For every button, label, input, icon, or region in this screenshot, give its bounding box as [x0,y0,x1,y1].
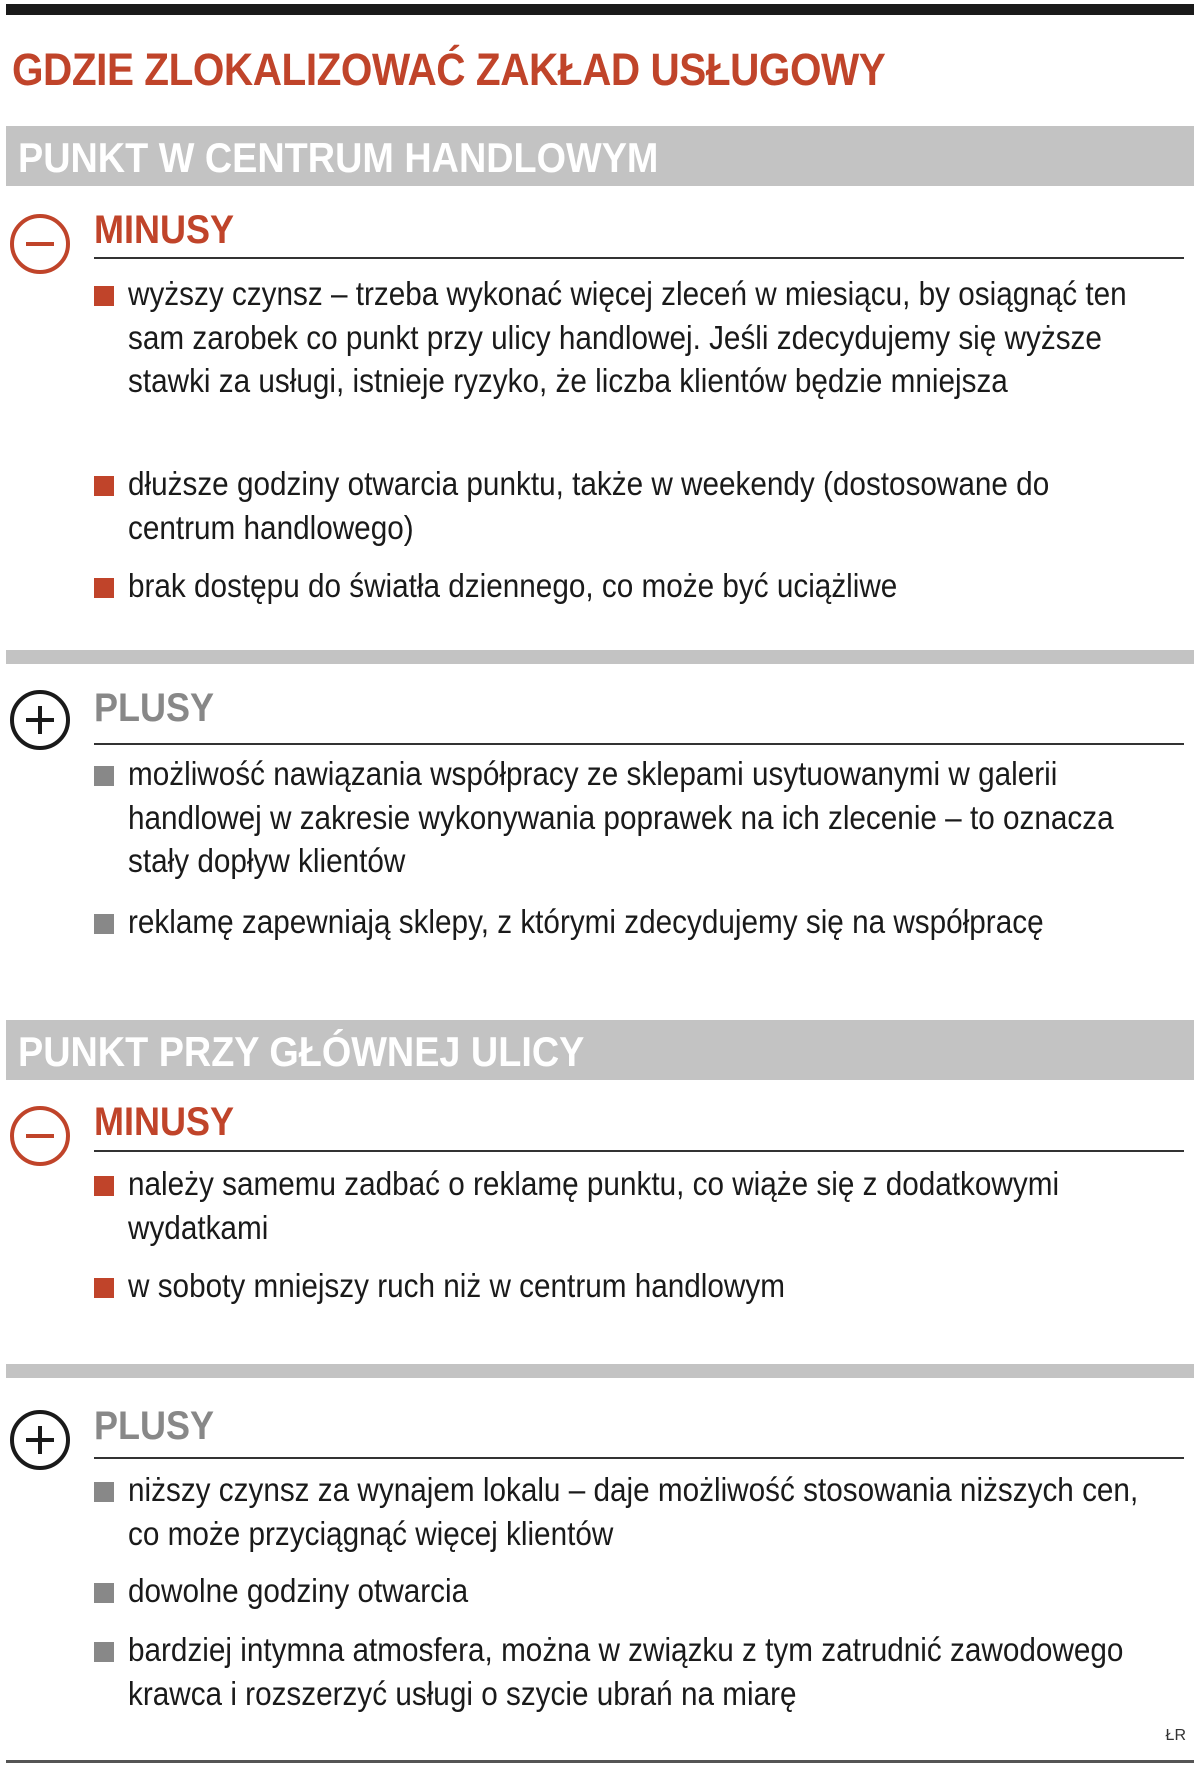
list-item: wyższy czynsz – trzeba wykonać więcej zleceń w miesiącu, by osiągnąć ten sam zarobek co punkt przy ulicy handlowej. Jeśli zdecydujemy się wyższe stawki za usługi, istnieje ryzyko, że liczba klientów będzie mniejsza [128,275,1127,399]
plus-label: PLUSY [94,686,215,730]
square-bullet-icon [94,1642,114,1662]
minus-circle-icon [10,1106,70,1166]
section-heading: PUNKT W CENTRUM HANDLOWYM [18,134,659,181]
plus-circle-icon [10,1410,70,1470]
section-heading-band [6,1020,1194,1080]
list-item: dowolne godziny otwarcia [128,1572,469,1609]
square-bullet-icon [94,1278,114,1298]
minus-label: MINUSY [94,208,235,252]
list-item: możliwość nawiązania współpracy ze sklepami usytuowanymi w galerii handlowej w zakresie wykonywania poprawek na ich zlecenie – to oznacza stały dopływ klientów [128,755,1114,879]
heading-rule [94,743,1184,745]
list-item: reklamę zapewniają sklepy, z którymi zdecydujemy się na współpracę [128,903,1044,940]
plus-label: PLUSY [94,1404,215,1448]
minus-label: MINUSY [94,1100,235,1144]
heading-rule [94,1150,1184,1152]
square-bullet-icon [94,914,114,934]
section-divider [6,1364,1194,1378]
square-bullet-icon [94,286,114,306]
list-item: brak dostępu do światła dziennego, co może być uciążliwe [128,567,898,604]
square-bullet-icon [94,1482,114,1502]
author-credit: ŁR [1165,1727,1186,1744]
square-bullet-icon [94,766,114,786]
minus-circle-icon [10,214,70,274]
section-divider [6,650,1194,664]
page-title: GDZIE ZLOKALIZOWAĆ ZAKŁAD USŁUGOWY [12,44,886,95]
square-bullet-icon [94,1583,114,1603]
top-rule [6,4,1194,15]
list-item: należy samemu zadbać o reklamę punktu, co wiąże się z dodatkowymi wydatkami [128,1165,1060,1246]
heading-rule [94,257,1184,259]
square-bullet-icon [94,1176,114,1196]
heading-rule [94,1457,1184,1459]
bottom-rule [6,1760,1194,1763]
plus-circle-icon [10,690,70,750]
square-bullet-icon [94,578,114,598]
list-item: w soboty mniejszy ruch niż w centrum handlowym [128,1267,785,1304]
list-item: dłuższe godziny otwarcia punktu, także w weekendy (dostosowane do centrum handlowego) [128,465,1050,546]
list-item: bardziej intymna atmosfera, można w związku z tym zatrudnić zawodowego krawca i rozszerzyć usługi o szycie ubrań na miarę [128,1631,1124,1712]
section-heading: PUNKT PRZY GŁÓWNEJ ULICY [18,1028,585,1075]
section-heading-band [6,126,1194,186]
square-bullet-icon [94,476,114,496]
list-item: niższy czynsz za wynajem lokalu – daje możliwość stosowania niższych cen, co może przyciągnąć więcej klientów [128,1471,1139,1552]
